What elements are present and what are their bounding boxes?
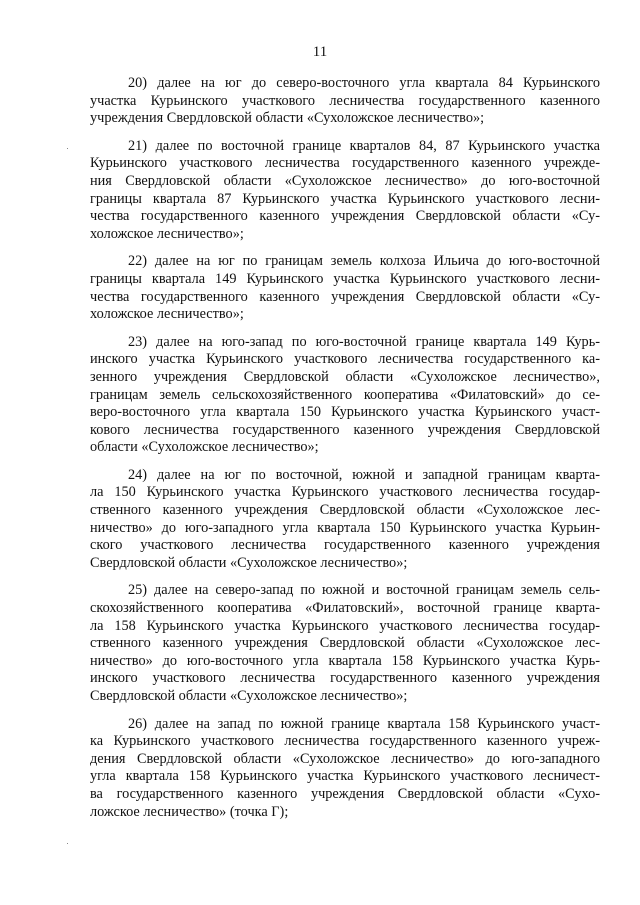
paragraph-line: ла 150 Курьинского участка Курьинского участкового лесничества государ- (90, 484, 600, 501)
paragraph-line: ничество» до юго-восточного угла квартала 158 Курьинского участка Курь- (90, 652, 600, 669)
paragraph-line: Курьинского участкового лесничества государственного казенного учрежде- (90, 155, 600, 172)
paragraph-line: веро-восточного угла квартала 150 Курьинского участка Курьинского участ- (90, 404, 600, 421)
paragraph-line: Свердловской области «Сухоложское лесничество»; (90, 554, 408, 571)
paragraph-line: 26) далее на запад по южной границе квартала 158 Курьинского участ- (128, 715, 600, 732)
scan-mark (67, 843, 68, 844)
paragraph-line: скохозяйственного кооператива «Филатовский», восточной границе кварта- (90, 600, 600, 617)
paragraph-line: 23) далее на юго-запад по юго-восточной границе квартала 149 Курь- (128, 333, 600, 350)
paragraph-line: ничество» до юго-западного угла квартала 150 Курьинского участка Курьин- (90, 519, 600, 536)
paragraph-line: Свердловской области «Сухоложское лесничество»; (90, 688, 408, 704)
page-number: 11 (312, 44, 328, 60)
paragraph-line: инского участка Курьинского участкового лесничества государственного ка- (90, 351, 600, 368)
paragraph-line: 25) далее на северо-запад по южной и восточной границам земель сель- (128, 582, 600, 599)
paragraph-line: ла 158 Курьинского участка Курьинского участкового лесничества государ- (90, 617, 600, 634)
paragraph-line: зенного учреждения Свердловской области «Сухоложское лесничество», (90, 368, 600, 385)
paragraph-line: ственного казенного учреждения Свердловской области «Сухоложское лес- (90, 635, 600, 652)
paragraph-line: ва государственного казенного учреждения Свердловской области «Сухо- (90, 785, 600, 802)
paragraph-line: холожское лесничество»; (90, 225, 244, 242)
scan-mark (67, 148, 68, 149)
paragraph-line: дения Свердловской области «Сухоложское лесничество» до юго-западного (90, 750, 600, 767)
paragraph-line: кового лесничества государственного казенного учреждения Свердловской (90, 421, 600, 438)
paragraph-line: холожское лесничество»; (90, 306, 244, 323)
paragraph (90, 582, 600, 705)
paragraph (90, 138, 600, 244)
paragraph-line: границам земель сельскохозяйственного кооператива «Филатовский» до се- (90, 386, 600, 403)
paragraph-line: ского участкового лесничества государственного казенного учреждения (90, 537, 600, 554)
paragraph-line: 22) далее на юг по границам земель колхоза Ильича до юго-восточной (128, 253, 600, 270)
paragraph-line: чества государственного казенного учреждения Свердловской области «Су- (90, 288, 600, 305)
paragraph-line: 20) далее на юг до северо-восточного угла квартала 84 Курьинского (128, 75, 600, 91)
document-body (90, 75, 600, 831)
paragraph-line: угла квартала 158 Курьинского участка Курьинского участкового лесничест- (90, 768, 600, 785)
paragraph (90, 716, 600, 822)
paragraph-line: ния Свердловской области «Сухоложское лесничество» до юго-восточной (90, 172, 600, 189)
paragraph-line: инского участкового лесничества государственного казенного учреждения (90, 670, 600, 687)
paragraph-line: 24) далее на юг по восточной, южной и западной границам кварта- (128, 466, 600, 483)
paragraph-line: ственного казенного учреждения Свердловской области «Сухоложское лес- (90, 502, 600, 519)
paragraph-line: учреждения Свердловской области «Сухоложское лесничество»; (90, 110, 485, 127)
paragraph-line: 21) далее по восточной границе кварталов 84, 87 Курьинского участка (128, 137, 600, 154)
paragraph-line: границы квартала 149 Курьинского участка Курьинского участкового лесни- (90, 270, 600, 287)
paragraph (90, 334, 600, 457)
paragraph-line: области «Сухоложское лесничество»; (90, 439, 319, 456)
paragraph (90, 75, 600, 128)
paragraph (90, 467, 600, 573)
paragraph-line: ка Курьинского участкового лесничества государственного казенного учреж- (90, 733, 600, 750)
paragraph-line: участка Курьинского участкового лесничества государственного казенного (90, 92, 600, 109)
paragraph-line: ложское лесничество» (точка Г); (90, 803, 289, 820)
paragraph-line: границы квартала 87 Курьинского участка Курьинского участкового лесни- (90, 190, 600, 207)
paragraph (90, 253, 600, 323)
paragraph-line: чества государственного казенного учреждения Свердловской области «Су- (90, 208, 600, 225)
